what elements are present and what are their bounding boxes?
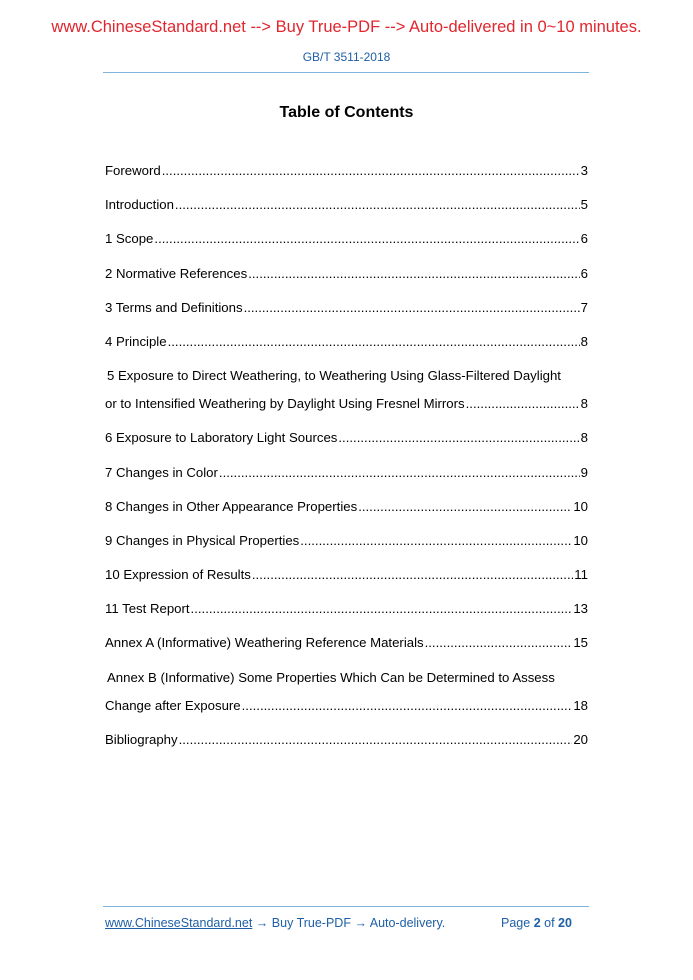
toc-leader	[154, 228, 579, 249]
toc-page: 6	[580, 265, 588, 281]
total-pages: 20	[558, 916, 572, 930]
toc-entry-foreword[interactable]	[105, 160, 588, 194]
toc-leader	[191, 598, 573, 619]
site-link[interactable]: www.ChineseStandard.net	[105, 916, 253, 930]
toc-entry-principle[interactable]	[105, 331, 588, 365]
toc-entry-annex-a[interactable]	[105, 632, 588, 666]
toc-page: 20	[573, 731, 588, 747]
toc-page: 3	[580, 163, 588, 178]
toc-page: 10	[573, 498, 588, 514]
toc-page: 11	[574, 567, 588, 583]
toc-entry-physical-properties[interactable]	[105, 530, 588, 564]
toc-label: 4 Principle	[105, 333, 167, 349]
toc-label: 9 Changes in Physical Properties	[105, 532, 300, 548]
toc-entry-introduction[interactable]	[105, 194, 588, 228]
page-word: Page	[501, 916, 531, 930]
footer-promo	[105, 916, 445, 930]
arrow-right-icon: →	[255, 916, 269, 930]
toc-page: 15	[573, 635, 588, 651]
toc-label: Introduction	[105, 197, 174, 213]
toc-page: 8	[580, 430, 588, 446]
toc-label-line2: Change after Exposure	[105, 697, 241, 713]
promo-banner[interactable]: www.ChineseStandard.net --> Buy True-PDF --> Auto-delivered in 0~10 minutes.	[51, 18, 642, 36]
toc-entry-laboratory-light-sources[interactable]	[105, 427, 588, 461]
toc-leader	[338, 427, 579, 448]
header-divider	[103, 72, 589, 73]
toc-label: 11 Test Report	[105, 601, 190, 617]
toc-label: 3 Terms and Definitions	[105, 299, 243, 315]
toc-page: 10	[573, 532, 588, 548]
toc-label-line2: or to Intensified Weathering by Daylight Using Fresnel Mirrors	[105, 396, 465, 412]
toc-leader	[466, 393, 580, 414]
toc-entry-normative-references[interactable]	[105, 263, 588, 297]
toc-leader	[219, 462, 580, 483]
toc-leader	[248, 263, 579, 284]
toc-page: 6	[580, 231, 588, 247]
toc-entry-exposure-to-weathering[interactable]	[105, 365, 588, 427]
toc-entry-test-report[interactable]	[105, 598, 588, 632]
toc-page: 8	[580, 333, 588, 349]
toc-entry-changes-in-color[interactable]	[105, 462, 588, 496]
toc-label: 1 Scope	[105, 231, 154, 247]
toc-entry-scope[interactable]	[105, 228, 588, 262]
toc-leader	[425, 632, 573, 653]
current-page: 2	[533, 916, 541, 930]
toc-entry-expression-of-results[interactable]	[105, 564, 588, 598]
of-word: of	[544, 916, 555, 930]
toc-leader	[179, 729, 573, 750]
arrow-right-icon: →	[354, 916, 367, 930]
toc-leader	[358, 496, 572, 517]
toc-label: Foreword	[105, 163, 161, 178]
toc-entry-other-appearance-properties[interactable]	[105, 496, 588, 530]
document-id: GB/T 3511-2018	[302, 50, 391, 64]
toc-label: Annex A (Informative) Weathering Reference Materials	[105, 635, 424, 651]
delivery-text: Auto-delivery.	[369, 916, 446, 930]
toc-label: 6 Exposure to Laboratory Light Sources	[105, 430, 338, 446]
toc-page: 8	[580, 396, 588, 412]
toc-leader	[162, 160, 580, 181]
toc-page: 18	[573, 697, 588, 713]
toc-label: 8 Changes in Other Appearance Properties	[105, 498, 358, 514]
toc-leader	[300, 530, 572, 551]
toc-leader	[244, 297, 580, 318]
buy-link[interactable]: Buy True-PDF	[271, 916, 351, 930]
page-title: Table of Contents	[279, 104, 414, 121]
toc-label: 7 Changes in Color	[105, 464, 218, 480]
toc-label: 10 Expression of Results	[105, 567, 251, 583]
toc-label: 2 Normative References	[105, 265, 248, 281]
toc-page: 5	[580, 197, 588, 213]
toc-entry-terms-and-definitions[interactable]	[105, 297, 588, 331]
page-indicator	[501, 916, 572, 930]
toc-entry-bibliography[interactable]	[105, 729, 588, 763]
toc-leader	[252, 564, 573, 585]
toc-entry-annex-b[interactable]	[105, 667, 588, 729]
toc-page: 7	[580, 299, 588, 315]
toc-leader	[175, 194, 580, 215]
toc-leader	[168, 331, 580, 352]
toc-leader	[242, 695, 573, 716]
toc-label-line1: 5 Exposure to Direct Weathering, to Weathering Using Glass-Filtered Daylight	[107, 368, 561, 384]
toc-page: 13	[573, 601, 588, 617]
toc-label: Bibliography	[105, 731, 178, 747]
toc-label-line1: Annex B (Informative) Some Properties Which Can be Determined to Assess	[107, 669, 555, 685]
footer-divider	[103, 906, 589, 907]
toc-page: 9	[580, 464, 588, 480]
table-of-contents	[105, 160, 588, 763]
